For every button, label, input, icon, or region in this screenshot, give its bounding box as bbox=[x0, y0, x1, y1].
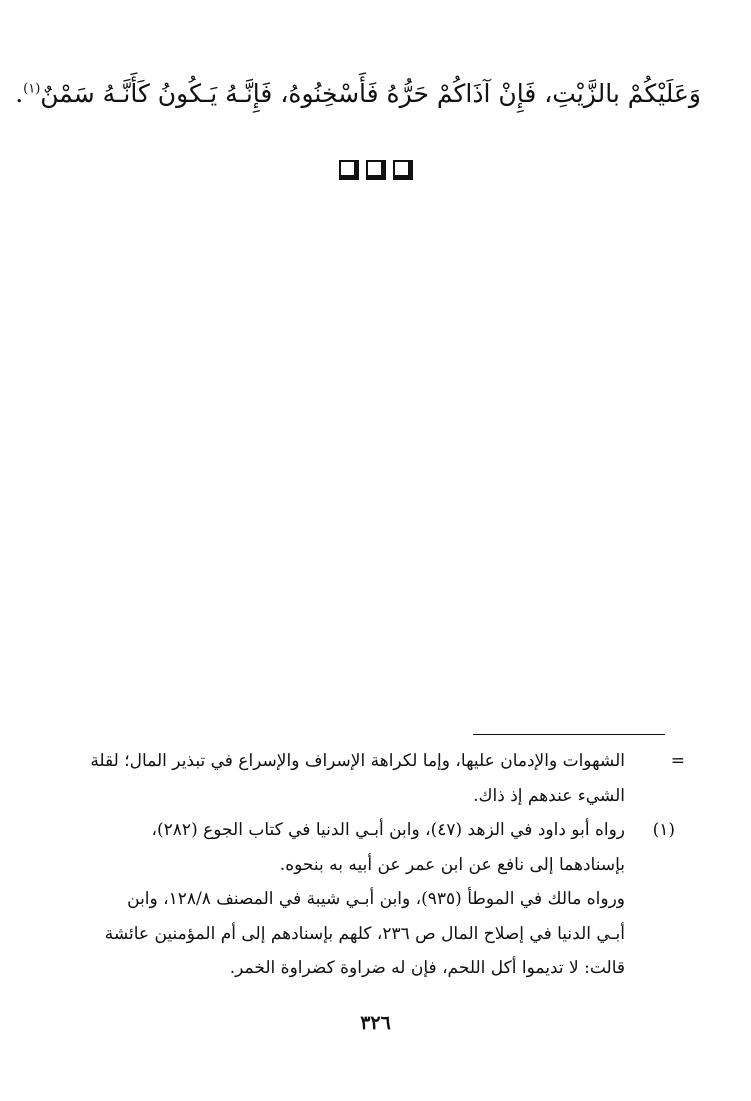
square-box-icon bbox=[393, 160, 413, 180]
section-divider bbox=[0, 160, 751, 180]
continuation-marker: = bbox=[670, 751, 685, 771]
footnote-line: ورواه مالك في الموطأ (٩٣٥)، وابن أبـي شيبة في المصنف ١٢٨/٨، وابن bbox=[127, 889, 625, 909]
square-box-icon bbox=[339, 160, 359, 180]
footnote-line: الشهوات والإدمان عليها، وإما لكراهة الإسراف والإسراع في تبذير المال؛ لقلة bbox=[90, 751, 625, 771]
main-text: وَعَلَيْكُمْ بالزَّيْتِ، فَإِنْ آذَاكُمْ حَرُّهُ فَأَسْخِنُوهُ، فَإِنَّـهُ يَـكُونُ كَأَنَّـهُ سَمْنٌ bbox=[40, 79, 701, 108]
footnote-line: أبـي الدنيا في إصلاح المال ص ٢٣٦، كلهم بإسنادهم إلى أم المؤمنين عائشة bbox=[104, 923, 625, 944]
footnotes-section bbox=[84, 744, 685, 986]
footnote-line: رواه أبو داود في الزهد (٤٧)، وابن أبـي الدنيا في كتاب الجوع (٢٨٢)، bbox=[151, 820, 625, 840]
footnote-continuation bbox=[84, 744, 685, 813]
footnote-line: بإسنادهما إلى نافع عن ابن عمر عن أبيه به بنحوه. bbox=[279, 854, 625, 875]
footnote-separator bbox=[473, 734, 665, 735]
footnote-line: الشيء عندهم إذ ذاك. bbox=[473, 785, 625, 806]
footnote-1 bbox=[84, 813, 675, 986]
square-box-icon bbox=[366, 160, 386, 180]
footnote-reference[interactable]: (١) bbox=[23, 81, 41, 97]
main-text-line bbox=[15, 72, 701, 116]
footnote-line: قالت: لا تديموا أكل اللحم، فإن له ضراوة كضراوة الخمر. bbox=[229, 958, 625, 978]
main-text-end: . bbox=[15, 79, 24, 108]
page-number: ٣٢٦ bbox=[360, 1012, 391, 1034]
footnote-number: (١) bbox=[652, 820, 675, 840]
